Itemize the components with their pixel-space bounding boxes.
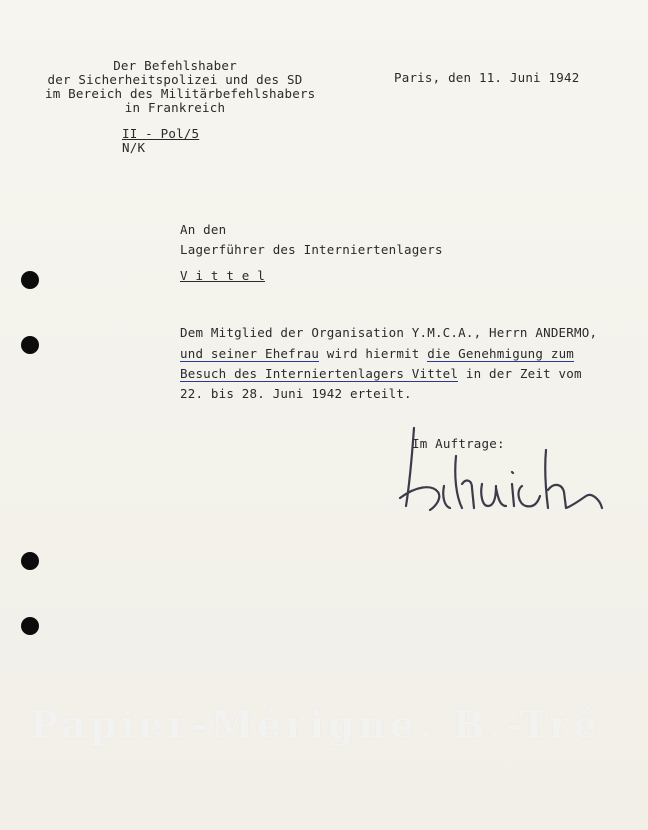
paper-watermark: Papier-Mérigne. B.-Tré [30,702,602,747]
punch-hole [21,617,39,635]
reference-number: II - Pol/5 [122,126,200,141]
date-place: Paris, den 11. Juni 1942 [394,70,580,85]
body-text: in der Zeit vom [458,366,582,381]
handwritten-signature [396,426,611,521]
body-underline-ehefrau: und seiner Ehefrau [180,346,320,361]
body-underline-genehmigung: die Genehmigung zum [427,346,575,361]
body-line-1: Dem Mitglied der Organisation Y.M.C.A., Herrn ANDERMO, [180,325,598,340]
sender-line-2: der Sicherheitspolizei und des SD [47,72,303,87]
recipient-line-1: An den [180,222,227,237]
punch-hole [21,271,39,289]
reference-initials: N/K [122,140,146,155]
sender-line-1: Der Befehlshaber [113,58,237,73]
punch-hole [21,336,39,354]
sender-line-4: in Frankreich [124,100,226,115]
body-line-4: 22. bis 28. Juni 1942 erteilt. [180,386,412,401]
body-line-2 [180,346,574,361]
recipient-place: V i t t e l [180,268,265,283]
closing-formula: Im Auftrage: [412,436,505,451]
punch-hole [21,552,39,570]
recipient-line-2: Lagerführer des Interniertenlagers [180,242,443,257]
sender-line-3: im Bereich des Militärbefehlshabers [45,86,316,101]
body-text: wird hiermit [319,346,428,361]
body-underline-besuch: Besuch des Interniertenlagers Vittel [180,366,459,381]
body-line-3 [180,366,582,381]
